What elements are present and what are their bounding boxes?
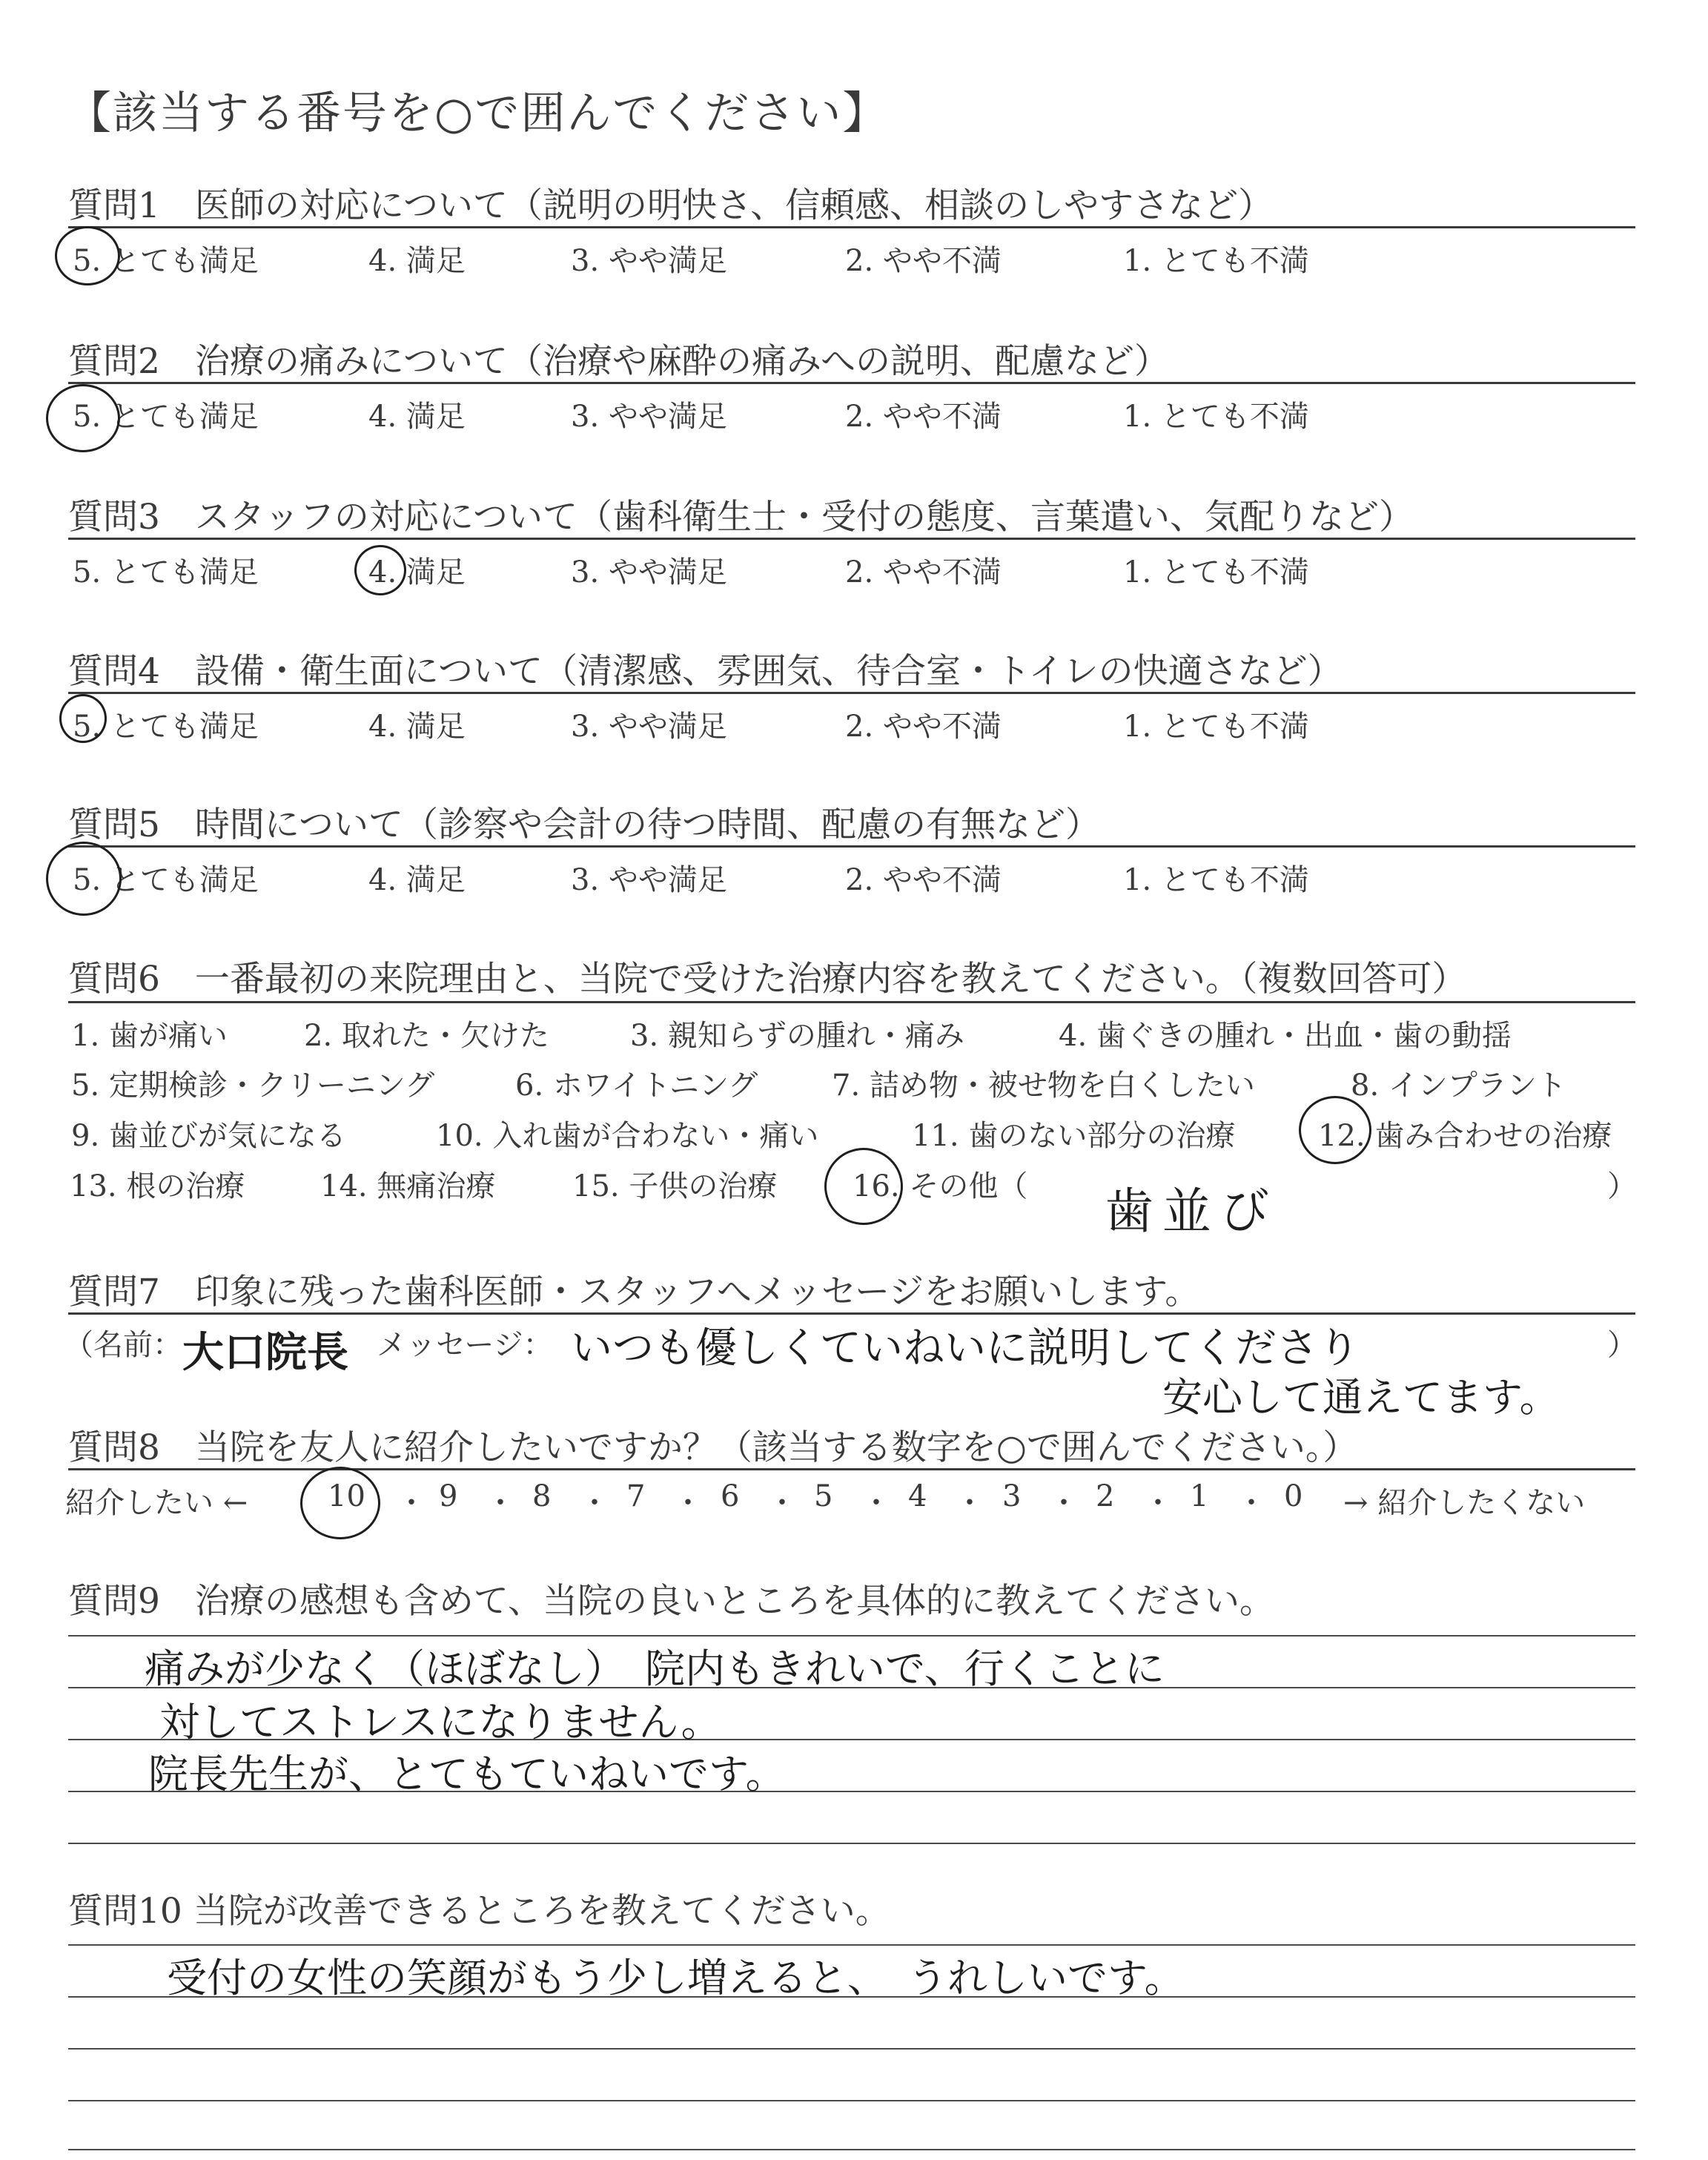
q4-title: 質問4 設備・衛生面について（清潔感、雰囲気、待合室・トイレの快適さなど）	[68, 651, 1343, 692]
q6-option-10[interactable]: 10. 入れ歯が合わない・痛い	[436, 1119, 819, 1153]
q8-dot: ・	[486, 1486, 515, 1520]
q8-number-8[interactable]: 8	[532, 1479, 552, 1513]
q3-selection-circle	[354, 545, 406, 595]
q6-option-5[interactable]: 5. 定期検診・クリーニング	[71, 1069, 435, 1103]
q1-title: 質問1 医師の対応について（説明の明快さ、信頼感、相談のしやすさなど）	[68, 185, 1274, 226]
q4-option-1[interactable]: 1. とても不満	[1123, 710, 1309, 744]
q7-message-line-1: いつも優しくていねいに説明してくださり	[571, 1324, 1360, 1373]
q7-message-line-2: 安心して通えてます。	[1162, 1374, 1560, 1421]
q7-name-handwritten: 大口院長	[182, 1329, 348, 1377]
q5-title: 質問5 時間について（診察や会計の待つ時間、配慮の有無など）	[68, 805, 1100, 845]
q8-number-9[interactable]: 9	[439, 1479, 458, 1513]
q8-dot: ・	[955, 1486, 984, 1520]
q6-selection-circle-12	[1299, 1096, 1371, 1164]
q8-dot: ・	[1049, 1486, 1079, 1520]
q9-answer-line-3: 院長先生が、とてもていねいです。	[148, 1751, 786, 1797]
q10-title: 質問10 当院が改善できるところを教えてください。	[68, 1891, 890, 1932]
q7-name-label: （名前：	[64, 1328, 182, 1362]
q3-option-4[interactable]: 4. 満足	[368, 555, 466, 589]
q2-title: 質問2 治療の痛みについて（治療や麻酔の痛みへの説明、配慮など）	[68, 341, 1170, 382]
q9-writing-line	[68, 1635, 1635, 1636]
q4-option-4[interactable]: 4. 満足	[368, 710, 466, 744]
q8-number-7[interactable]: 7	[626, 1479, 646, 1513]
q6-option-15[interactable]: 15. 子供の治療	[572, 1169, 778, 1203]
q8-number-5[interactable]: 5	[814, 1479, 833, 1513]
q6-other-handwritten: 歯並び	[1105, 1183, 1278, 1240]
q6-option-4[interactable]: 4. 歯ぐきの腫れ・出血・歯の動揺	[1059, 1019, 1512, 1053]
q2-option-3[interactable]: 3. やや満足	[571, 400, 727, 434]
q6-option-8[interactable]: 8. インプラント	[1351, 1069, 1566, 1103]
q1-option-2[interactable]: 2. やや不満	[845, 244, 1002, 278]
q8-number-1[interactable]: 1	[1190, 1479, 1209, 1513]
q5-option-1[interactable]: 1. とても不満	[1123, 863, 1309, 897]
q9-answer-line-2: 対してストレスになりません。	[159, 1699, 721, 1745]
q3-option-1[interactable]: 1. とても不満	[1123, 555, 1309, 589]
q8-rule	[68, 1468, 1635, 1470]
page-title: 【該当する番号を○で囲んでください】	[67, 87, 889, 139]
q8-number-3[interactable]: 3	[1002, 1479, 1022, 1513]
q8-number-0[interactable]: 0	[1284, 1479, 1303, 1513]
q7-rule	[68, 1312, 1635, 1315]
q7-title: 質問7 印象に残った歯科医師・スタッフへメッセージをお願いします。	[68, 1272, 1200, 1312]
q10-answer-line-1: 受付の女性の笑顔がもう少し増えると、 うれしいです。	[167, 1955, 1185, 2001]
q2-rule	[68, 382, 1635, 384]
q10-writing-line	[68, 2048, 1635, 2050]
q6-option-11[interactable]: 11. 歯のない部分の治療	[912, 1119, 1236, 1153]
q6-close-paren: ）	[1607, 1169, 1637, 1203]
q6-title: 質問6 一番最初の来院理由と、当院で受けた治療内容を教えてください。（複数回答可）	[68, 959, 1467, 1000]
q4-option-2[interactable]: 2. やや不満	[845, 710, 1002, 744]
q5-selection-circle	[46, 842, 122, 916]
q3-title: 質問3 スタッフの対応について（歯科衛生士・受付の態度、言葉遣い、気配りなど）	[68, 497, 1414, 538]
q8-title: 質問8 当院を友人に紹介したいですか？（該当する数字を○で囲んでください。）	[68, 1427, 1358, 1468]
q6-option-3[interactable]: 3. 親知らずの腫れ・痛み	[630, 1019, 964, 1053]
q3-option-2[interactable]: 2. やや不満	[845, 555, 1002, 589]
q6-rule	[68, 1001, 1635, 1003]
q5-rule	[68, 845, 1635, 848]
q8-right-label: → 紹介したくない	[1343, 1486, 1586, 1520]
q6-option-9[interactable]: 9. 歯並びが気になる	[71, 1119, 346, 1153]
q8-left-label: 紹介したい ←	[65, 1486, 248, 1520]
q9-title: 質問9 治療の感想も含めて、当院の良いところを具体的に教えてください。	[68, 1581, 1274, 1622]
q2-option-2[interactable]: 2. やや不満	[845, 400, 1002, 434]
q4-rule	[68, 692, 1635, 694]
q5-option-2[interactable]: 2. やや不満	[845, 863, 1002, 897]
q8-dot: ・	[673, 1486, 703, 1520]
q8-number-4[interactable]: 4	[908, 1479, 927, 1513]
q6-option-16[interactable]: 16. その他（	[853, 1169, 1028, 1203]
q10-writing-line	[68, 1944, 1635, 1946]
q7-message-label: メッセージ：	[377, 1328, 553, 1362]
q8-selection-circle	[300, 1467, 380, 1539]
q10-writing-line	[68, 2149, 1635, 2150]
q6-option-13[interactable]: 13. 根の治療	[70, 1169, 245, 1203]
q10-writing-line	[68, 2100, 1635, 2101]
q6-option-12[interactable]: 12. 歯み合わせの治療	[1318, 1119, 1612, 1153]
q1-option-1[interactable]: 1. とても不満	[1123, 244, 1309, 278]
q8-dot: ・	[1143, 1486, 1173, 1520]
q5-option-4[interactable]: 4. 満足	[368, 863, 466, 897]
q8-number-6[interactable]: 6	[721, 1479, 740, 1513]
q1-option-5[interactable]: 5. とても満足	[73, 244, 259, 278]
q6-option-14[interactable]: 14. 無痛治療	[320, 1169, 496, 1203]
q2-selection-circle	[46, 384, 120, 452]
q2-option-4[interactable]: 4. 満足	[368, 400, 466, 434]
q1-selection-circle	[55, 226, 120, 285]
q1-rule	[68, 226, 1635, 228]
q6-option-6[interactable]: 6. ホワイトニング	[515, 1069, 758, 1103]
q1-option-3[interactable]: 3. やや満足	[571, 244, 727, 278]
q8-dot: ・	[767, 1486, 797, 1520]
q4-selection-circle	[59, 694, 107, 743]
q4-option-5[interactable]: 5. とても満足	[73, 710, 259, 744]
q8-dot: ・	[1237, 1486, 1266, 1520]
q5-option-3[interactable]: 3. やや満足	[571, 863, 727, 897]
q6-selection-circle-16	[824, 1148, 903, 1225]
q8-dot: ・	[861, 1486, 891, 1520]
q3-option-3[interactable]: 3. やや満足	[571, 555, 727, 589]
q4-option-3[interactable]: 3. やや満足	[571, 710, 727, 744]
q7-close-paren: ）	[1607, 1328, 1637, 1362]
q5-option-5[interactable]: 5. とても満足	[73, 863, 259, 897]
q2-option-5[interactable]: 5. とても満足	[73, 400, 259, 434]
q8-number-10[interactable]: 10	[328, 1479, 365, 1513]
q3-rule	[68, 538, 1635, 540]
q8-number-2[interactable]: 2	[1096, 1479, 1115, 1513]
q6-option-7[interactable]: 7. 詰め物・被せ物を白くしたい	[832, 1069, 1255, 1103]
q6-option-2[interactable]: 2. 取れた・欠けた	[304, 1019, 549, 1053]
q9-answer-line-1: 痛みが少なく（ほぼなし） 院内もきれいで、行くことに	[145, 1645, 1165, 1692]
q3-option-5[interactable]: 5. とても満足	[73, 555, 259, 589]
q6-option-1[interactable]: 1. 歯が痛い	[71, 1019, 228, 1053]
q8-dot: ・	[580, 1486, 609, 1520]
q8-dot: ・	[397, 1486, 426, 1520]
q9-writing-line	[68, 1843, 1635, 1844]
q2-option-1[interactable]: 1. とても不満	[1123, 400, 1309, 434]
q1-option-4[interactable]: 4. 満足	[368, 244, 466, 278]
